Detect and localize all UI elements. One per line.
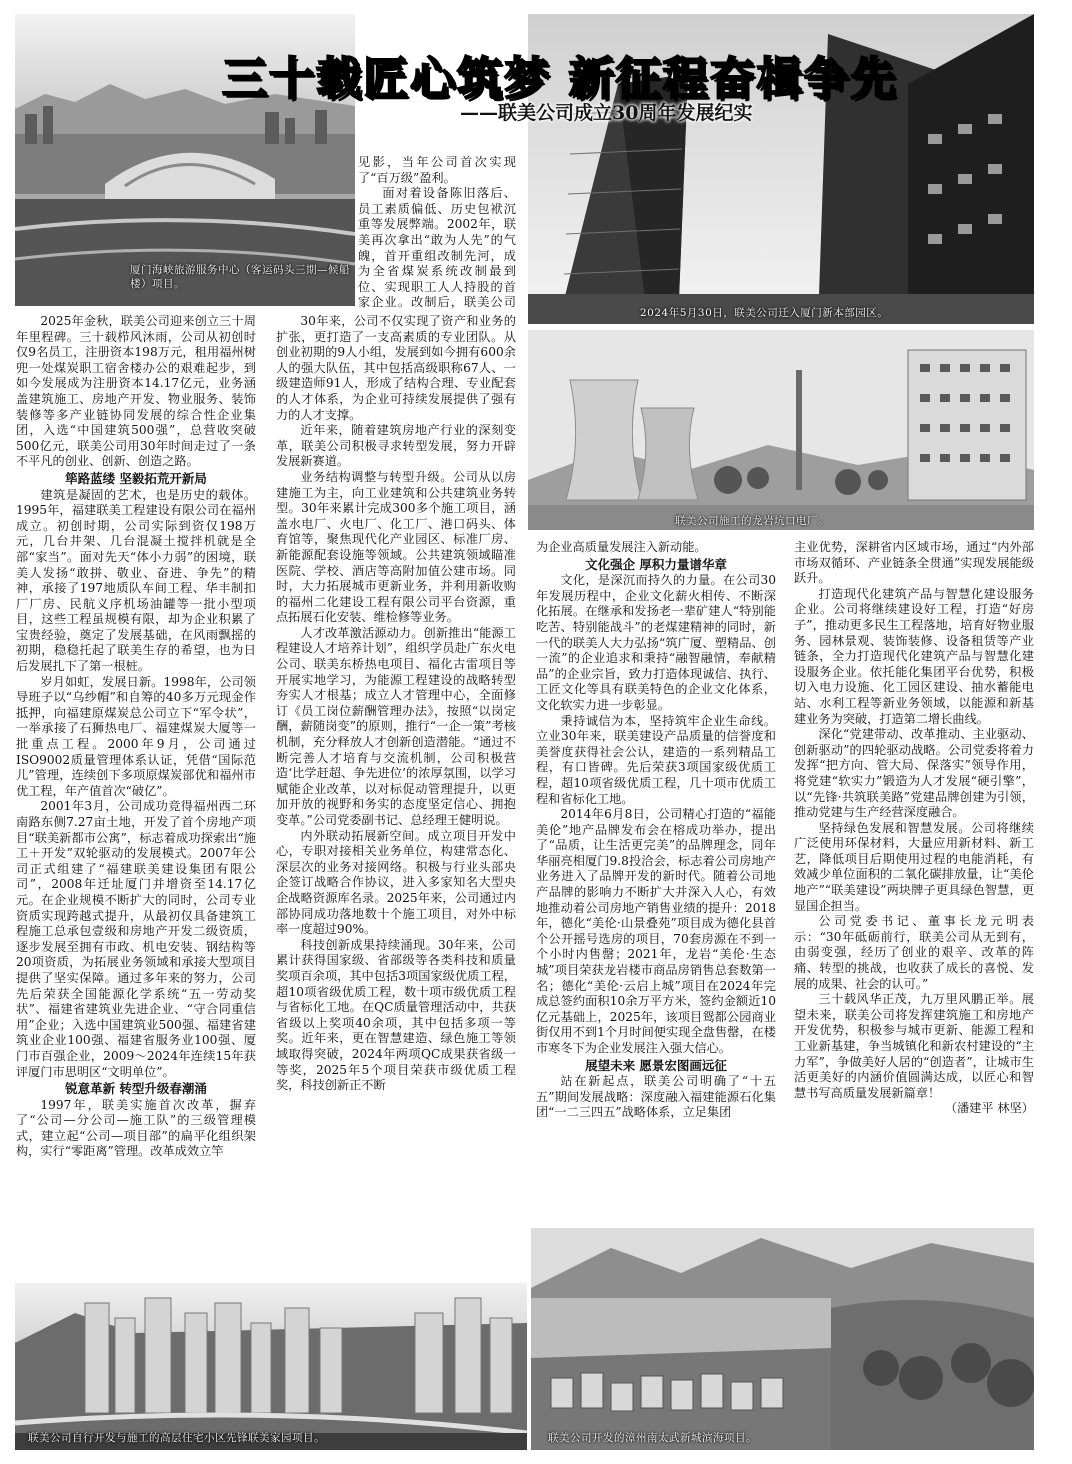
paragraph: 站在新起点，联美公司明确了“十五五”期间发展战略：深度融入福建能源石化集团“一二三四五”战略体系，立足集团 bbox=[536, 1074, 776, 1120]
byline: （潘建平 林坚） bbox=[944, 1101, 1034, 1116]
paragraph: 2001年3月，公司成功竞得福州西二环南路东侧7.27亩土地，开发了首个房地产项目“联美新都市公寓”，标志着成功探索出“施工＋开发”双轮驱动的发展模式。2007年公司正式组建了“福建联美建设集团有限公司”，2008年迁址厦门并增资至14.17亿元。在企业规模不断扩大的同时，公司专业资质实现跨越式提升，从最初仅具备建筑工程施工总承包壹级和房地产开发二级资质，逐步发展至拥有市政、机电安装、钢结构等20项资质，为拓展业务领域和承接大型项目提供了坚实保障。通过多年来的努力，公司先后荣获全国能源化学系统“五一劳动奖状”、福建省建筑业先进企业、“守合同重信用”企业；入选中国建筑业500强、福建省建筑业企业100强、福建省服务业100强、厦门市百强企业，2009～2024年连续15年获评厦门市思明区“文明单位”。 bbox=[16, 799, 256, 1079]
article-column-2-top bbox=[358, 155, 516, 311]
photo-housing-estate bbox=[15, 1283, 527, 1450]
paragraph: 面对着设备陈旧落后、员工素质偏低、历史包袱沉重等发展弊端。2002年，联美再次拿出“敢为人先”的气魄，首开重组改制先河，成为全省煤炭系统改制最到位、实现职工人人持股的首家企业。改制后，联美公司 bbox=[358, 186, 516, 310]
paragraph: 1997年，联美实施首次改革，摒弃了“公司—分公司—施工队”的三级管理模式，建立起“公司—项目部”的扁平化组织架构，实行“零距离”管理。改革成效立竿 bbox=[16, 1097, 256, 1159]
paragraph: 业务结构调整与转型升级。公司从以房建施工为主，向工业建筑和公共建筑业务转型。30年来累计完成300多个施工项目，涵盖水电厂、火电厂、化工厂、港口码头、体育馆等，聚焦现代化产业园区、标准厂房、新能源配套设施等领域。公共建筑领域瞄准医院、学校、酒店等高附加值公建市场。同时，大力拓展城市更新业务，并利用新收购的福州二化建设工程有限公司平台资源，重点拓展石化安装、维检修等业务。 bbox=[276, 469, 516, 625]
paragraph: 2025年金秋，联美公司迎来创立三十周年里程碑。三十载栉风沐雨，公司从初创时仅9名员工，注册资本198万元，租用福州树兜一处煤炭职工宿舍楼办公的艰难起步，到如今发展成为注册资本14.17亿元，业务涵盖建筑施工、房地产开发、物业服务、装饰装修等多产业链协同发展的综合性企业集团，入选“中国建筑500强”，总营收突破500亿元，联美公司用30年时间走过了一条不平凡的创业、创新、创造之路。 bbox=[16, 314, 256, 469]
headline-subtitle: ——联美公司成立30周年发展纪实 bbox=[460, 102, 753, 124]
article-column-1 bbox=[16, 314, 256, 1280]
paragraph: 三十载风华正茂，九万里风鹏正举。展望未来，联美公司将发挥建筑施工和房地产开发优势，积极参与城市更新、能源工程和工业新基建，争当城镇化和新农村建设的“主力军”，争做美好人居的“创造者”，让城市生活更美好的内涵价值圆满达成，以匠心和智慧书写高质量发展新篇章！ bbox=[794, 992, 1034, 1100]
section-heading: 锐意革新 转型升级春潮涌 bbox=[65, 1081, 207, 1097]
paragraph: 文化，是深沉而持久的力量。在公司30年发展历程中，企业文化薪火相传、不断深化拓展。在继承和发扬老一辈矿建人“特别能吃苦、特别能战斗”的老煤建精神的同时，新一代的联美人大力弘扬“筑广厦、塑精品、创一流”的企业追求和秉持“融智融情，奉献精品”的企业宗旨，致力打造体现诚信、执行、工匠文化等具有联美特色的企业文化体系，文化软实力进一步彰显。 bbox=[536, 573, 776, 712]
caption-xiamen-terminal: 厦门海峡旅游服务中心（客运码头三期—候船楼）项目。 bbox=[130, 264, 350, 290]
caption-power-plant: 联美公司施工的龙岩坑口电厂。 bbox=[675, 515, 829, 527]
paragraph: 秉持诚信为本，坚持筑牢企业生命线。立业30年来，联美建设产品质量的信誉度和美誉度获得社会公认，建造的一系列精品工程，有口皆碑。先后荣获3项国家级优质工程，超10项省级优质工程，几十项市优质工程和省标化工地。 bbox=[536, 713, 776, 806]
paragraph: 见影，当年公司首次实现了“百万级”盈利。 bbox=[358, 155, 516, 185]
paragraph: 公司党委书记、董事长龙元明表示：“30年砥砺前行，联美公司从无到有，由弱变强，经历了创业的艰辛、改革的阵痛、转型的挑战，也收获了成长的喜悦、发展的成果、社会的认可。” bbox=[794, 914, 1034, 991]
paragraph: 2014年6月8日，公司精心打造的“福能美伦”地产品牌发布会在榕成功举办，提出了“品质，让生活更完美”的品牌理念，同年华丽亮相厦门9.8投洽会，标志着公司房地产业务进入了品牌开发的新时代。随着公司地产品牌的影响力不断扩大并深入人心，有效地推动着公司房地产销售业绩的提升：2018年，德化“美伦·山景叠苑”项目成为德化县首个公开摇号选房的项目，70套房源在不到一个小时内售罄；2021年，龙岩“美伦·生态城”项目荣获龙岩楼市商品房销售总套数第一名；德化“美伦·云启上城”项目在2024年完成总签约面积10余万平方米，签约金额近10亿元基础上，2025年，该项目鸳都公园商业街仅用不到1个月时间便实现全盘售罄，在楼市寒冬下为企业发展注入强大信心。 bbox=[536, 807, 776, 1055]
paragraph: 主业优势，深耕省内区域市场，通过“内外部市场双循环、产业链条全贯通”实现发展能级跃升。 bbox=[794, 540, 1034, 586]
paragraph: 建筑是凝固的艺术，也是历史的载体。1995年，福建联美工程建设有限公司在福州成立。初创时期，公司实际到资仅198万元，几台井架、几台混凝土搅拌机就是全部“家当”。面对先天“体小力弱”的困境，联美人发扬“敢拼、敬业、奋进、争先”的精神，承接了197地质队车间工程、华丰制扣厂厂房、民航义序机场油罐等一批小型项目，这些工程虽规模有限，却为企业积累了宝贵经验，奠定了发展基础，在风雨飘摇的初期，稳稳托起了联美生存的希望，也为日后发展扎下了第一根桩。 bbox=[16, 487, 256, 674]
section-heading: 筚路蓝缕 坚毅拓荒开新局 bbox=[65, 470, 207, 486]
paragraph: 打造现代化建筑产品与智慧化建设服务企业。公司将继续建设好工程，打造“好房子”，推动更多民生工程落地，培育好物业服务、园林景观、装饰装修、设备租赁等产业链条，全力打造现代化建筑产品与智慧化建设服务企业。依托能化集团平台优势，积极切入电力设施、化工园区建设、抽水蓄能电站、水利工程等新业务领域，以能源和新基建业务为突破，打造第二增长曲线。 bbox=[794, 586, 1034, 726]
paragraph: 坚持绿色发展和智慧发展。公司将继续广泛使用环保材料，大量应用新材料、新工艺，降低项目后期使用过程的电能消耗，有效减少单位面积的二氧化碳排放量，让“美伦地产”“联美建设”两块牌子更具绿色智慧，更显国企担当。 bbox=[794, 820, 1034, 913]
article-column-4 bbox=[794, 540, 1034, 1224]
paragraph: 深化“党建带动、改革推动、主业驱动、创新驱动”的四轮驱动战略。公司党委将着力发挥“把方向、管大局、保落实”领导作用，将党建“软实力”锻造为人才发展“硬引擎”，以“先锋·共筑联美路”党建品牌创建为引领，推动党建与生产经营深度融合。 bbox=[794, 727, 1034, 820]
photo-power-plant bbox=[528, 330, 1034, 530]
article-column-2 bbox=[276, 314, 516, 1280]
paragraph: 岁月如虹，发展日新。1998年，公司领导班子以“乌纱帽”和自筹的40多万元现金作抵押，向福建原煤炭总公司立下“军令状”，一举承接了石狮热电厂、福建煤炭大厦等一批重点工程。2000年9月，公司通过ISO9002质量管理体系认证，凭借“国际范儿”管理，连续创下多项原煤炭部优和福州市优工程，年产值首次“破亿”。 bbox=[16, 674, 256, 798]
paragraph: 近年来，随着建筑房地产行业的深刻变革，联美公司积极寻求转型发展，努力开辟发展新赛道。 bbox=[276, 423, 516, 469]
caption-housing-estate: 联美公司自行开发与施工的高层住宅小区先锋联美家园项目。 bbox=[28, 1432, 325, 1444]
headline-title: 三十载匠心筑梦 新征程奋楫争先 bbox=[222, 52, 898, 105]
paragraph: 内外联动拓展新空间。成立项目开发中心，专职对接相关业务单位，构建常态化、深层次的业务对接网络。积极与行业头部央企签订战略合作协议，进入多家知名大型央企战略资源库名录。2025年来，公司通过内部协同成功落地数十个施工项目，对外中标率一度超过90%。 bbox=[276, 828, 516, 937]
section-heading: 展望未来 愿景宏图画远征 bbox=[585, 1057, 727, 1073]
paragraph: 30年来，公司不仅实现了资产和业务的扩张，更打造了一支高素质的专业团队。从创业初期的9人小组，发展到如今拥有600余人的强大队伍，其中包括高级职称67人、一级建造师91人，形成了结构合理、专业配套的人才体系，为企业可持续发展提供了强有力的人才支撑。 bbox=[276, 314, 516, 422]
article-column-3 bbox=[536, 540, 776, 1224]
paragraph: 科技创新成果持续涌现。30年来，公司累计获得国家级、省部级等各类科技和质量奖项百余项，其中包括3项国家级优质工程，超10项省级优质工程，数十项市级优质工程与省标化工地。在QC质量管理活动中，共获省级以上奖项40余项，其中包括多项一等奖。近年来，更在智慧建造、绿色施工等领域取得突破，2024年两项QC成果获省级一等奖，2025年5个项目荣获市级优质工程奖，科技创新正不断 bbox=[276, 937, 516, 1093]
photo-coastal-resort bbox=[531, 1228, 1034, 1450]
caption-new-headquarters: 2024年5月30日，联美公司迁入厦门新本部园区。 bbox=[640, 307, 889, 319]
paragraph: 人才改革激活源动力。创新推出“能源工程建设人才培养计划”，组织学员赴广东火电公司、联美东桥热电项目、福化古雷项目等开展实地学习，为能源工程建设的战略转型夯实人才根基；成立人才管理中心，全面修订《员工岗位薪酬管理办法》，按照“以岗定酬，薪随岗变”的原则，推行“一企一策”考核机制，充分释放人才创新创造潜能。“通过不断完善人才培育与交流机制，公司积极营造‘比学赶超、争先进位’的浓厚氛围，以学习赋能企业改革，以对标促动管理提升，以更加开放的视野和务实的态度坚定信心、拥抱变革。”公司党委副书记、总经理王健明说。 bbox=[276, 625, 516, 827]
section-heading: 文化强企 厚积力量谱华章 bbox=[585, 556, 727, 572]
caption-coastal-resort: 联美公司开发的漳州南太武新城滨海项目。 bbox=[548, 1432, 757, 1444]
paragraph: 为企业高质量发展注入新动能。 bbox=[536, 540, 707, 554]
